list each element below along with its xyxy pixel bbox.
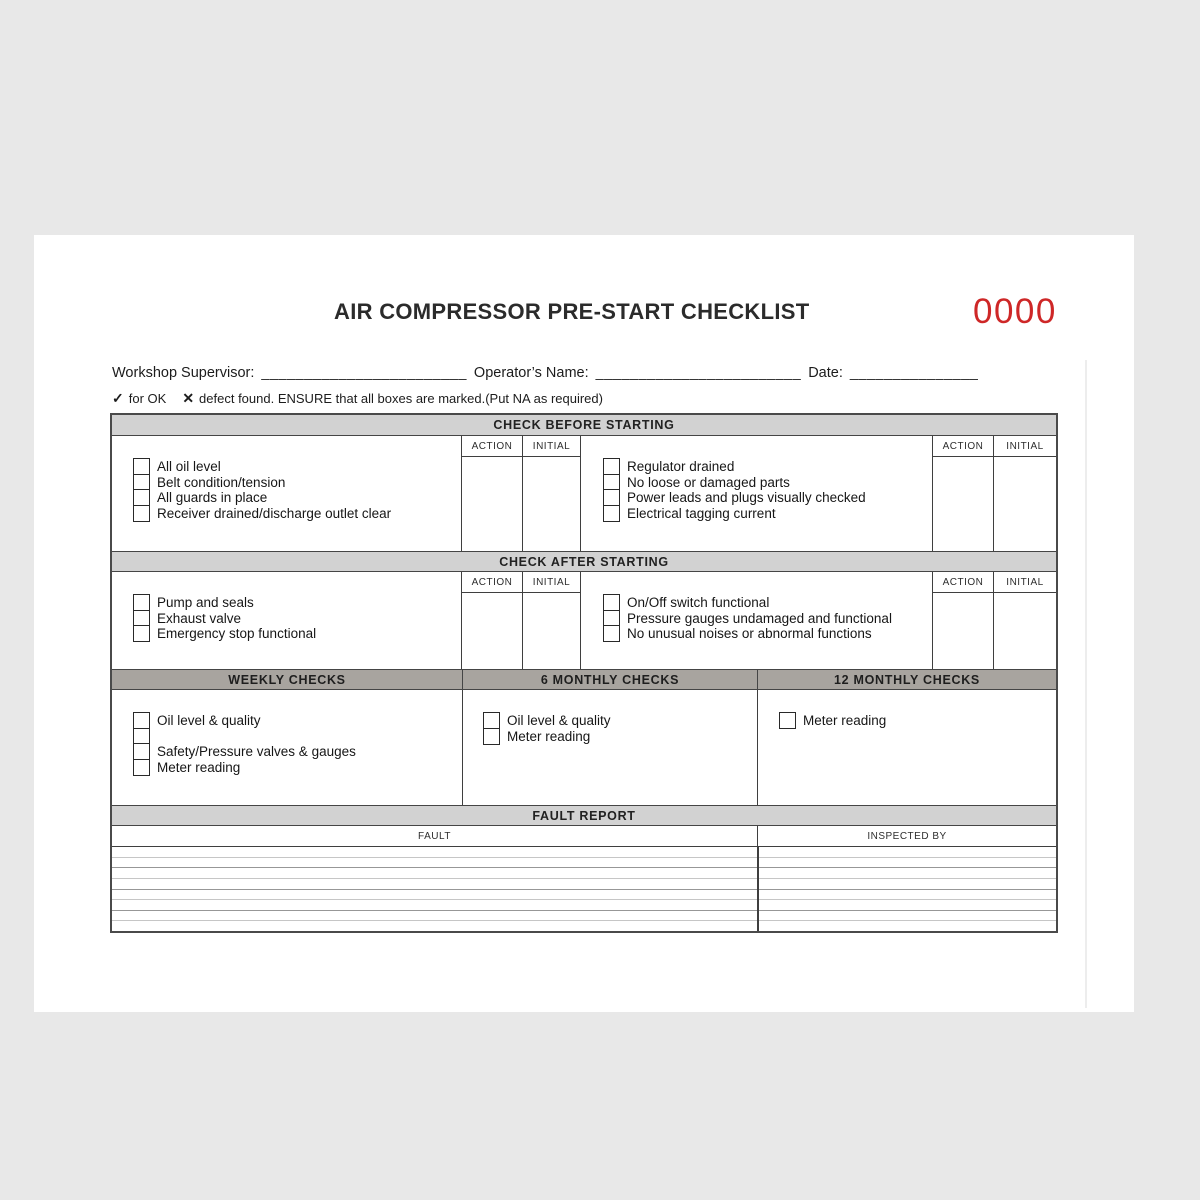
checkbox[interactable]: [133, 712, 150, 729]
checklist-item: [133, 610, 461, 627]
section-header-weekly: WEEKLY CHECKS: [112, 670, 462, 689]
checklist-item: [133, 489, 461, 506]
check-icon: ✓: [112, 390, 124, 406]
date-label: Date:: [808, 365, 843, 381]
document-page: [34, 235, 1134, 1012]
periodic-headers: [112, 669, 1056, 690]
checklist-table: [110, 413, 1058, 933]
checklist-item: [133, 505, 461, 522]
checkbox[interactable]: [133, 743, 150, 760]
date-blank-field[interactable]: _______________: [849, 365, 979, 381]
checklist-item: [133, 625, 461, 642]
checklist-item-label: On/Off switch functional: [627, 595, 770, 610]
before-left-initial-column[interactable]: [522, 436, 580, 551]
fault-line[interactable]: [112, 890, 1056, 901]
checklist-item-label: Safety/Pressure valves & gauges: [157, 744, 356, 759]
checklist-item-label: All guards in place: [157, 490, 268, 505]
section-header-fault-report: FAULT REPORT: [112, 805, 1056, 826]
before-left-items: [112, 436, 461, 551]
checklist-item: [133, 474, 461, 491]
inspected-by-column-header: INSPECTED BY: [757, 826, 1056, 847]
checklist-item-label: No loose or damaged parts: [627, 474, 790, 490]
checklist-item-label: Receiver drained/discharge outlet clear: [157, 505, 392, 521]
fault-column-divider: [757, 847, 759, 931]
after-right-initial-column[interactable]: [993, 572, 1056, 669]
checklist-item: [133, 594, 461, 611]
checklist-item: [133, 712, 462, 729]
checklist-item-label: Emergency stop functional: [157, 626, 317, 641]
checklist-item-label: Meter reading: [157, 759, 241, 775]
checkbox[interactable]: [133, 625, 150, 642]
checklist-item: [603, 505, 932, 522]
checklist-item-label: No unusual noises or abnormal functions: [627, 626, 872, 641]
checklist-item: [603, 489, 932, 506]
checkbox[interactable]: [603, 489, 620, 506]
fault-column-header: FAULT: [112, 826, 757, 847]
section-header-before: CHECK BEFORE STARTING: [112, 415, 1056, 436]
after-left-initial-column[interactable]: [522, 572, 580, 669]
checklist-item: [133, 458, 461, 475]
checklist-item: [133, 759, 462, 776]
checklist-item: [603, 458, 932, 475]
checklist-item: [603, 610, 932, 627]
section-header-6-monthly: 6 MONTHLY CHECKS: [462, 670, 757, 689]
checklist-item-label: Exhaust valve: [157, 610, 242, 626]
checklist-item: [483, 728, 757, 745]
six-monthly-items: [462, 690, 757, 805]
after-right-action-column[interactable]: [932, 572, 993, 669]
fault-report-columns: [112, 826, 1056, 847]
initial-column-header: INITIAL: [523, 436, 580, 457]
checklist-item-label: Meter reading: [803, 713, 887, 728]
scan-artifact-line: [1085, 360, 1087, 1008]
before-right-initial-column[interactable]: [993, 436, 1056, 551]
checklist-item-label: Power leads and plugs visually checked: [627, 490, 866, 505]
checkbox[interactable]: [133, 505, 150, 522]
checkbox[interactable]: [133, 759, 150, 776]
initial-column-header: INITIAL: [523, 572, 580, 593]
fault-line[interactable]: [112, 879, 1056, 890]
initial-column-header: INITIAL: [994, 436, 1056, 457]
checkbox[interactable]: [603, 610, 620, 627]
supervisor-blank-field[interactable]: ________________________: [261, 365, 467, 381]
checkbox[interactable]: [133, 458, 150, 475]
checklist-item: [483, 712, 757, 729]
section-header-after: CHECK AFTER STARTING: [112, 551, 1056, 572]
weekly-items: [112, 690, 462, 805]
checklist-item-label: Belt condition/tension: [157, 474, 286, 490]
fault-line[interactable]: [112, 900, 1056, 911]
fault-line[interactable]: [112, 858, 1056, 869]
before-right-action-column[interactable]: [932, 436, 993, 551]
section-header-12-monthly: 12 MONTHLY CHECKS: [757, 670, 1056, 689]
checklist-item-label: Pump and seals: [157, 595, 254, 610]
page-title: AIR COMPRESSOR PRE-START CHECKLIST: [334, 299, 810, 324]
legend-check-text: for OK: [128, 391, 167, 406]
checkbox[interactable]: [483, 728, 500, 745]
checklist-item-label: Regulator drained: [627, 459, 735, 474]
checkbox[interactable]: [483, 712, 500, 729]
checkbox[interactable]: [133, 728, 150, 745]
operator-blank-field[interactable]: ________________________: [595, 365, 802, 381]
fault-line[interactable]: [112, 921, 1056, 931]
checkbox[interactable]: [603, 474, 620, 491]
before-right-items: [580, 436, 932, 551]
periodic-body: [112, 690, 1056, 805]
supervisor-label: Workshop Supervisor:: [112, 365, 255, 381]
action-column-header: ACTION: [933, 436, 993, 457]
checkbox[interactable]: [779, 712, 796, 729]
checklist-item: [133, 728, 462, 745]
checkbox[interactable]: [133, 489, 150, 506]
checklist-item: [603, 474, 932, 491]
initial-column-header: INITIAL: [994, 572, 1056, 593]
operator-label: Operator’s Name:: [473, 365, 589, 381]
checklist-item: [133, 743, 462, 760]
checklist-item-label: Electrical tagging current: [627, 505, 776, 521]
action-column-header: ACTION: [462, 436, 522, 457]
checklist-item-label: Meter reading: [507, 728, 591, 744]
checkbox[interactable]: [603, 505, 620, 522]
after-left-action-column[interactable]: [461, 572, 522, 669]
checkbox[interactable]: [603, 625, 620, 642]
fault-lines: [112, 847, 1056, 931]
fault-line[interactable]: [112, 911, 1056, 922]
legend: [112, 390, 603, 407]
after-right-items: [580, 572, 932, 669]
section-body-before: [112, 436, 1056, 551]
fault-line[interactable]: [112, 868, 1056, 879]
fault-line[interactable]: [112, 847, 1056, 858]
checkbox[interactable]: [603, 594, 620, 611]
checkbox[interactable]: [133, 594, 150, 611]
legend-cross-text: defect found. ENSURE that all boxes are marked.(Put NA as required): [199, 391, 603, 406]
section-body-after: [112, 572, 1056, 669]
checkbox[interactable]: [133, 474, 150, 491]
cross-icon: ✕: [182, 390, 195, 406]
checkbox[interactable]: [133, 610, 150, 627]
checklist-item-label: Pressure gauges undamaged and functional: [627, 610, 892, 626]
checklist-item-label: Oil level & quality: [507, 713, 611, 728]
header-fields: [112, 365, 978, 381]
checklist-item: [603, 625, 932, 642]
before-left-action-column[interactable]: [461, 436, 522, 551]
action-column-header: ACTION: [933, 572, 993, 593]
checkbox[interactable]: [603, 458, 620, 475]
after-left-items: [112, 572, 461, 669]
checklist-item: [779, 712, 1056, 729]
checklist-item-label: Oil level & quality: [157, 713, 261, 728]
form-number: 0000: [973, 292, 1057, 331]
checklist-item: [603, 594, 932, 611]
twelve-monthly-items: [757, 690, 1056, 805]
action-column-header: ACTION: [462, 572, 522, 593]
checklist-item-label: All oil level: [157, 459, 221, 474]
